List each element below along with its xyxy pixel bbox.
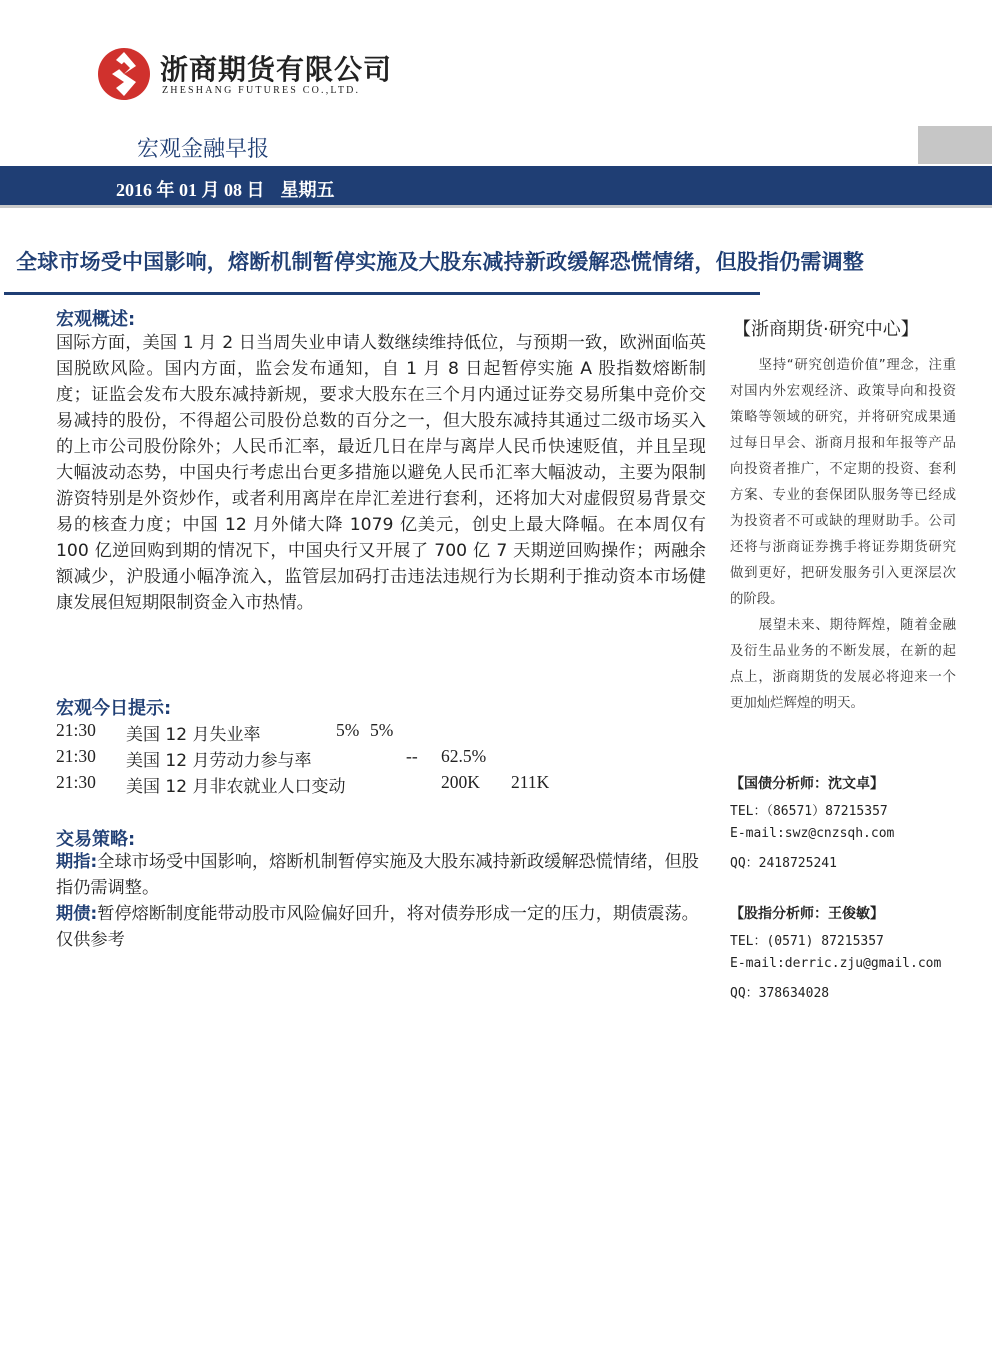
company-name-en: ZHESHANG FUTURES CO.,LTD. <box>162 85 361 96</box>
event-time: 21:30 <box>56 746 96 766</box>
strategy-bond <box>56 901 708 953</box>
overview-title: 宏观概述: <box>56 309 136 330</box>
analyst2-tel: TEL：(0571) 87215357 <box>730 934 884 949</box>
event-row <box>56 746 576 770</box>
report-weekday: 星期五 <box>280 180 335 200</box>
event-prev: -- <box>406 746 418 766</box>
strategy-index-text: 全球市场受中国影响，熔断机制暂停实施及大股东减持新政缓解恐慌情绪，但股指仍需调整。 <box>56 852 699 898</box>
headline-divider <box>4 292 760 295</box>
report-date: 2016 年 01 月 08 日 <box>116 180 265 200</box>
research-center-title: 【浙商期货·研究中心】 <box>733 319 919 340</box>
research-center-intro-text: 坚持“研究创造价值”理念，注重对国内外宏观经济、政策导向和投资策略等领域的研究，并将研究成果通过每日早会、浙商月报和年报等产品向投资者推广，不定期的投资、套利方案、专业的套保团队服务等已经成为投资者不可或缺的理财助手。公司还将与浙商证券携手将证券期货研究做到更好，把研发服务引入更深层次的阶段。 <box>730 358 956 607</box>
company-logo-icon <box>96 46 152 102</box>
event-prev: 200K <box>441 772 480 792</box>
analyst2-qq: QQ：378634028 <box>730 986 830 1001</box>
event-name: 美国 12 月非农就业人口变动 <box>126 777 346 797</box>
headline: 全球市场受中国影响，熔断机制暂停实施及大股东减持新政缓解恐慌情绪，但股指仍需调整 <box>16 250 864 274</box>
event-row <box>56 772 576 796</box>
event-name: 美国 12 月失业率 <box>126 725 261 745</box>
report-date-line <box>116 176 335 202</box>
overview-text: 国际方面，美国 1 月 2 日当周失业申请人数继续维持低位，与预期一致，欧洲面临英国脱欧风险。国内方面，监会发布通知，自 1 月 8 日起暂停实施 A 股指数熔断制度；证监会发布大股东减持新规，要求大股东在三个月内通过证券交易所集中竞价交易减持的股份，不得超公司股份总数的百分之一，但大股东减持其通过二级市场买入的上市公司股份除外；人民币汇率，最近几日在岸与离岸人民币快速贬值，并且呈现大幅波动态势，中国央行考虑出台更多措施以避免人民币汇率大幅波动，主要为限制游资特别是外资炒作，或者利用离岸在岸汇差进行套利，还将加大对虚假贸易背景交易的核查力度；中国 12 月外储大降 1079 亿美元，创史上最大降幅。在本周仅有 100 亿逆回购到期的情况下，中国央行又开展了 700 亿 7 天期逆回购操作；两融余额减少，沪股通小幅净流入，监管层加码打击违法违规行为长期利于推动资本市场健康发展但短期限制资金入市热情。 <box>56 333 706 613</box>
report-type-title: 宏观金融早报 <box>137 137 270 162</box>
event-name: 美国 12 月劳动力参与率 <box>126 751 312 771</box>
today-title: 宏观今日提示: <box>56 698 172 719</box>
event-forecast: 62.5% <box>441 746 487 766</box>
analyst2-email[interactable]: E-mail:derric.zju@gmail.com <box>730 956 942 971</box>
event-time: 21:30 <box>56 772 96 792</box>
analyst1-email[interactable]: E-mail:swz@cnzsqh.com <box>730 826 895 841</box>
research-center-intro <box>730 353 956 613</box>
analyst1-qq: QQ：2418725241 <box>730 856 837 871</box>
event-time: 21:30 <box>56 720 96 740</box>
analyst2-title: 【股指分析师：王俊敏】 <box>730 906 884 922</box>
research-center-outlook-text: 展望未来、期待辉煌，随着金融及衍生品业务的不断发展，在新的起点上，浙商期货的发展必将迎来一个更加灿烂辉煌的明天。 <box>730 618 956 711</box>
research-center-outlook <box>730 613 956 717</box>
event-prev: 5% <box>336 720 360 740</box>
analyst1-title: 【国债分析师：沈文卓】 <box>730 776 884 792</box>
event-forecast: 5% <box>370 720 394 740</box>
strategy-bond-label: 期债: <box>56 904 98 924</box>
event-row <box>56 720 576 744</box>
analyst1-tel: TEL：（86571）87215357 <box>730 804 888 819</box>
strategy-index-label: 期指: <box>56 852 98 872</box>
event-forecast: 211K <box>511 772 550 792</box>
strategy-index <box>56 849 708 901</box>
strategy-title: 交易策略: <box>56 829 136 850</box>
company-name-cn: 浙商期货有限公司 <box>160 53 393 86</box>
header-decoration-block <box>918 126 992 164</box>
strategy-bond-text: 暂停熔断制度能带动股市风险偏好回升，将对债券形成一定的压力，期债震荡。仅供参考 <box>56 904 699 950</box>
